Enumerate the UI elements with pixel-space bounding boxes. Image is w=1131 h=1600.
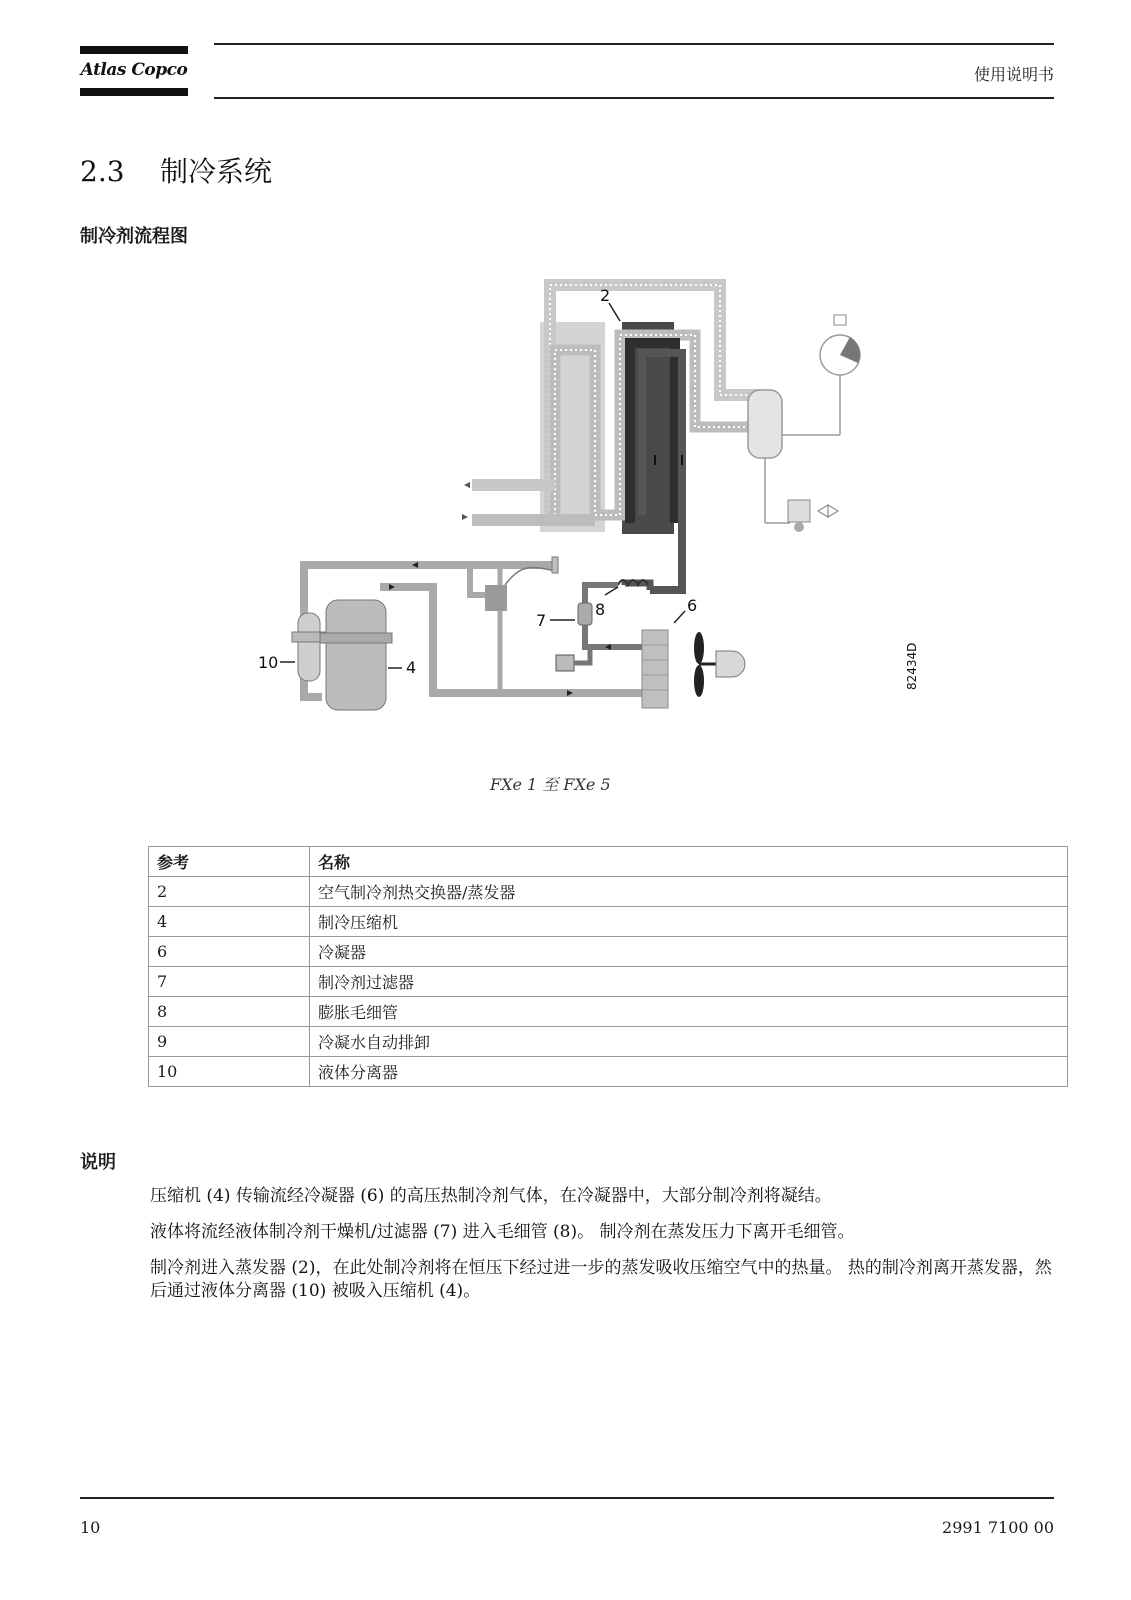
table-row xyxy=(149,967,1068,997)
notes-paragraph-2: 液体将流经液体制冷剂干燥机/过滤器 (7) 进入毛细管 (8)。 制冷剂在蒸发压力下离开毛细管。 xyxy=(150,1222,855,1242)
callout-2: 2 xyxy=(600,286,611,305)
cell-ref: 9 xyxy=(149,1027,310,1057)
table-row xyxy=(149,1057,1068,1087)
footer-rule xyxy=(80,1497,1054,1499)
diagram-caption: FXe 1 至 FXe 5 xyxy=(490,775,611,794)
cell-ref: 8 xyxy=(149,997,310,1027)
callout-7: 7 xyxy=(536,611,547,630)
compressor xyxy=(326,600,386,710)
page-number: 10 xyxy=(80,1518,101,1537)
cell-ref: 7 xyxy=(149,967,310,997)
refrigerant-flow-diagram xyxy=(250,265,970,735)
cell-name: 制冷剂过滤器 xyxy=(310,967,1068,997)
section-heading xyxy=(80,150,272,190)
fan-motor xyxy=(716,651,745,677)
fan-blade-top xyxy=(694,632,704,664)
header-rule-top xyxy=(214,43,1054,45)
table-row xyxy=(149,907,1068,937)
callout-10: 10 xyxy=(258,653,279,672)
diagram-subtitle: 制冷剂流程图 xyxy=(80,226,188,247)
table-row xyxy=(149,997,1068,1027)
section-number: 2.3 xyxy=(80,155,125,188)
callout-6: 6 xyxy=(687,596,698,615)
cell-name: 冷凝水自动排卸 xyxy=(310,1027,1068,1057)
logo-text: Atlas Copco xyxy=(80,60,188,80)
header-name: 名称 xyxy=(310,847,1068,877)
cell-ref: 6 xyxy=(149,937,310,967)
cell-ref: 4 xyxy=(149,907,310,937)
notes-title: 说明 xyxy=(80,1152,116,1173)
separator-tank xyxy=(748,390,782,458)
liquid-separator xyxy=(298,613,320,681)
callout-8: 8 xyxy=(595,600,606,619)
table-header-row xyxy=(149,847,1068,877)
cell-name: 膨胀毛细管 xyxy=(310,997,1068,1027)
header-title: 使用说明书 xyxy=(973,65,1054,84)
fan-blade-bottom xyxy=(694,665,704,697)
cell-name: 液体分离器 xyxy=(310,1057,1068,1087)
section-title: 制冷系统 xyxy=(160,155,273,188)
condenser xyxy=(642,630,668,708)
table-row xyxy=(149,877,1068,907)
drain-valve xyxy=(788,500,810,522)
table-row xyxy=(149,937,1068,967)
atlas-copco-logo xyxy=(80,46,188,100)
refrigerant-filter xyxy=(578,603,592,625)
document-number: 2991 7100 00 xyxy=(942,1518,1054,1537)
notes-paragraph-3: 制冷剂进入蒸发器 (2)，在此处制冷剂将在恒压下经过进一步的蒸发吸收压缩空气中的热量。 热的制冷剂离开蒸发器，然后通过液体分离器 (10) 被吸入压缩机 (4)。 xyxy=(150,1258,1052,1301)
header-ref: 参考 xyxy=(149,847,310,877)
cell-name: 空气制冷剂热交换器/蒸发器 xyxy=(310,877,1068,907)
header-rule-bottom xyxy=(214,97,1054,99)
cell-ref: 10 xyxy=(149,1057,310,1087)
reference-table xyxy=(148,846,1068,1087)
table-row xyxy=(149,1027,1068,1057)
diagram-code: 82434D xyxy=(905,642,919,690)
cell-name: 冷凝器 xyxy=(310,937,1068,967)
cell-ref: 2 xyxy=(149,877,310,907)
notes-paragraph-1: 压缩机 (4) 传输流经冷凝器 (6) 的高压热制冷剂气体，在冷凝器中，大部分制冷剂将凝结。 xyxy=(150,1186,832,1206)
expansion-valve xyxy=(485,585,507,611)
cell-name: 制冷压缩机 xyxy=(310,907,1068,937)
callout-4: 4 xyxy=(406,658,417,677)
